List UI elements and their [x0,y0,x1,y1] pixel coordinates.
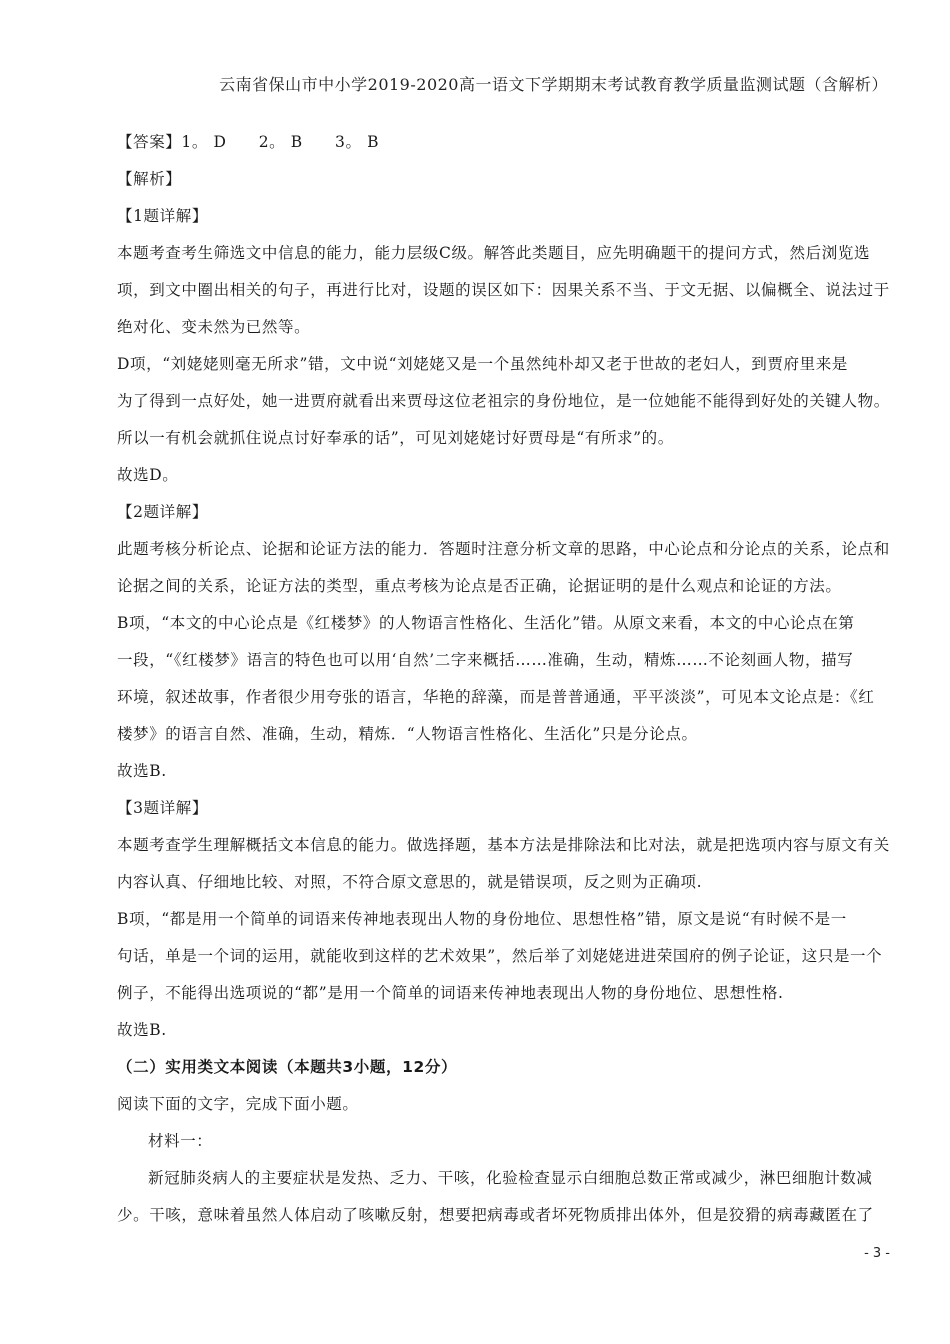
page-header: 云南省保山市中小学2019-2020高一语文下学期期末考试教育教学质量监测试题（含解析） [219,75,888,94]
answer-line: 【答案】1。 D 2。 B 3。 B [117,133,380,151]
paragraph-line: 楼梦》的语言自然、准确，生动，精炼．“人物语言性格化、生活化”只是分论点。 [117,725,698,743]
paragraph-line: 例子，不能得出选项说的“都”是用一个简单的词语来传神地表现出人物的身份地位、思想性格. [117,984,784,1002]
paragraph-line: 所以一有机会就抓住说点讨好奉承的话”，可见刘姥姥讨好贾母是“有所求”的。 [117,429,674,447]
paragraph-line: 少。干咳，意味着虽然人体启动了咳嗽反射，想要把病毒或者坏死物质排出体外，但是狡猾的病毒藏匿在了 [117,1206,874,1224]
q2-heading: 【2题详解】 [117,503,208,521]
section-heading: （二）实用类文本阅读（本题共3小题，12分） [117,1058,458,1076]
paragraph-line: 一段，“《红楼梦》语言的特色也可以用‘自然’二字来概括……准确，生动，精炼……不论刻画人物，描写 [117,651,854,669]
choice-line: 故选D。 [117,466,179,484]
paragraph-line: 项，到文中圈出相关的句子，再进行比对，设题的误区如下：因果关系不当、于文无据、以偏概全、说法过于 [117,281,890,299]
paragraph-line: D项，“刘姥姥则毫无所求”错，文中说“刘姥姥又是一个虽然纯朴却又老于世故的老妇人，到贾府里来是 [117,355,848,373]
q1-heading: 【1题详解】 [117,207,208,225]
choice-line: 故选B. [117,1021,167,1039]
instruction-line: 阅读下面的文字，完成下面小题。 [117,1095,359,1113]
q3-heading: 【3题详解】 [117,799,208,817]
analysis-heading: 【解析】 [117,170,182,188]
paragraph-line: 本题考查考生筛选文中信息的能力，能力层级C级。解答此类题目，应先明确题干的提问方式，然后浏览选 [117,244,871,262]
page-number: - 3 - [864,1246,890,1261]
paragraph-line: 句话，单是一个词的运用，就能收到这样的艺术效果”，然后举了刘姥姥进进荣国府的例子论证，这只是一个 [117,947,883,965]
choice-line: 故选B. [117,762,167,780]
paragraph-line: 新冠肺炎病人的主要症状是发热、乏力、干咳，化验检查显示白细胞总数正常或减少，淋巴细胞计数减 [148,1169,873,1187]
paragraph-line: 内容认真、仔细地比较、对照，不符合原文意思的，就是错误项，反之则为正确项. [117,873,703,891]
paragraph-line: 论据之间的关系，论证方法的类型，重点考核为论点是否正确，论据证明的是什么观点和论证的方法。 [117,577,842,595]
paragraph-line: 本题考查学生理解概括文本信息的能力。做选择题，基本方法是排除法和比对法，就是把选项内容与原文有关 [117,836,890,854]
paragraph-line: 为了得到一点好处，她一进贾府就看出来贾母这位老祖宗的身份地位，是一位她能不能得到好处的关键人物。 [117,392,890,410]
paragraph-line: 环境，叙述故事，作者很少用夸张的语言，华艳的辞藻，而是普普通通，平平淡淡”，可见本文论点是：《红 [117,688,875,706]
paragraph-line: 此题考核分析论点、论据和论证方法的能力．答题时注意分析文章的思路，中心论点和分论点的关系，论点和 [117,540,890,558]
paragraph-line: B项，“本文的中心论点是《红楼梦》的人物语言性格化、生活化”错。从原文来看，本文的中心论点在第 [117,614,855,632]
paragraph-line: 绝对化、变未然为已然等。 [117,318,311,336]
document-body [117,124,895,1234]
material-label: 材料一： [148,1132,213,1150]
paragraph-line: B项，“都是用一个简单的词语来传神地表现出人物的身份地位、思想性格”错，原文是说“有时候不是一 [117,910,847,928]
